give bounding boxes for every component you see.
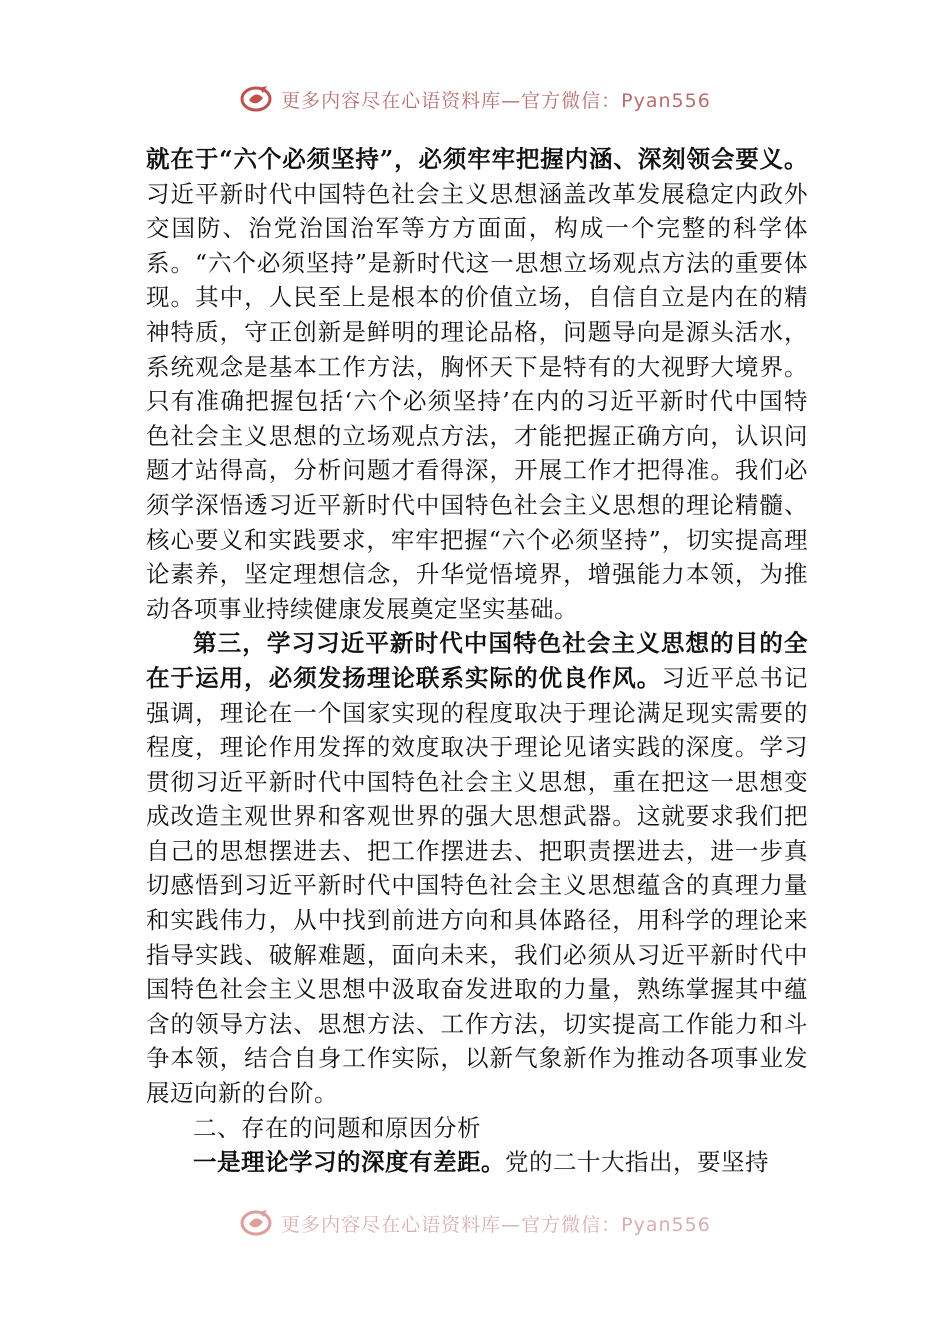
watermark-text: 更多内容尽在心语资料库—官方微信：Pyan556: [281, 89, 711, 112]
paragraph-2: [146, 626, 808, 1110]
paragraph-3-bold-lead: 一是理论学习的深度有差距。: [193, 1148, 505, 1177]
brand-logo-icon: [239, 84, 273, 114]
brand-logo-icon: [239, 1208, 273, 1238]
document-body: [146, 142, 808, 1180]
watermark-footer: [0, 1208, 950, 1238]
watermark-text: 更多内容尽在心语资料库—官方微信：Pyan556: [281, 1213, 711, 1236]
paragraph-1-text: 习近平新时代中国特色社会主义思想涵盖改革发展稳定内政外交国防、治党治国治军等方方面面，构成一个完整的科学体系。“六个必须坚持”是新时代这一思想立场观点方法的重要体现。其中，人民至上是根本的价值立场，自信自立是内在的精神特质，守正创新是鲜明的理论品格，问题导向是源头活水，系统观念是基本工作方法，胸怀天下是特有的大视野大境界。只有准确把握包括‘六个必须坚持’在内的习近平新时代中国特色社会主义思想的立场观点方法，才能把握正确方向，认识问题才站得高，分析问题才看得深，开展工作才把得准。我们必须学深悟透习近平新时代中国特色社会主义思想的理论精髓、核心要义和实践要求，牢牢把握“六个必须坚持”，切实提高理论素养，坚定理想信念，升华觉悟境界，增强能力本领，为推动各项事业持续健康发展奠定坚实基础。: [146, 179, 808, 623]
paragraph-2-bold-lead: 第三，学习习近平新时代中国特色社会主义思想的目的全在于运用，必须发扬理论联系实际的优良作风。: [146, 629, 808, 692]
section-heading: 二、存在的问题和原因分析: [193, 1113, 481, 1142]
watermark-header: [0, 84, 950, 114]
paragraph-2-text: 习近平总书记强调，理论在一个国家实现的程度取决于理论满足现实需要的程度，理论作用发挥的效度取决于理论见诸实践的深度。学习贯彻习近平新时代中国特色社会主义思想，重在把这一思想变成改造主观世界和客观世界的强大思想武器。这就要求我们把自己的思想摆进去、把工作摆进去、把职责摆进去，进一步真切感悟到习近平新时代中国特色社会主义思想蕴含的真理力量和实践伟力，从中找到前进方向和具体路径，用科学的理论来指导实践、破解难题，面向未来，我们必须从习近平新时代中国特色社会主义思想中汲取奋发进取的力量，熟练掌握其中蕴含的领导方法、思想方法、工作方法，切实提高工作能力和斗争本领，结合自身工作实际，以新气象新作为推动各项事业发展迈向新的台阶。: [146, 663, 809, 1108]
paragraph-3: [146, 1145, 808, 1180]
paragraph-1-bold-lead: 就在于“六个必须坚持”，必须牢牢把握内涵、深刻领会要义。: [146, 145, 808, 173]
paragraph-1: [146, 142, 808, 626]
paragraph-3-text: 党的二十大指出，要坚持: [505, 1148, 769, 1177]
